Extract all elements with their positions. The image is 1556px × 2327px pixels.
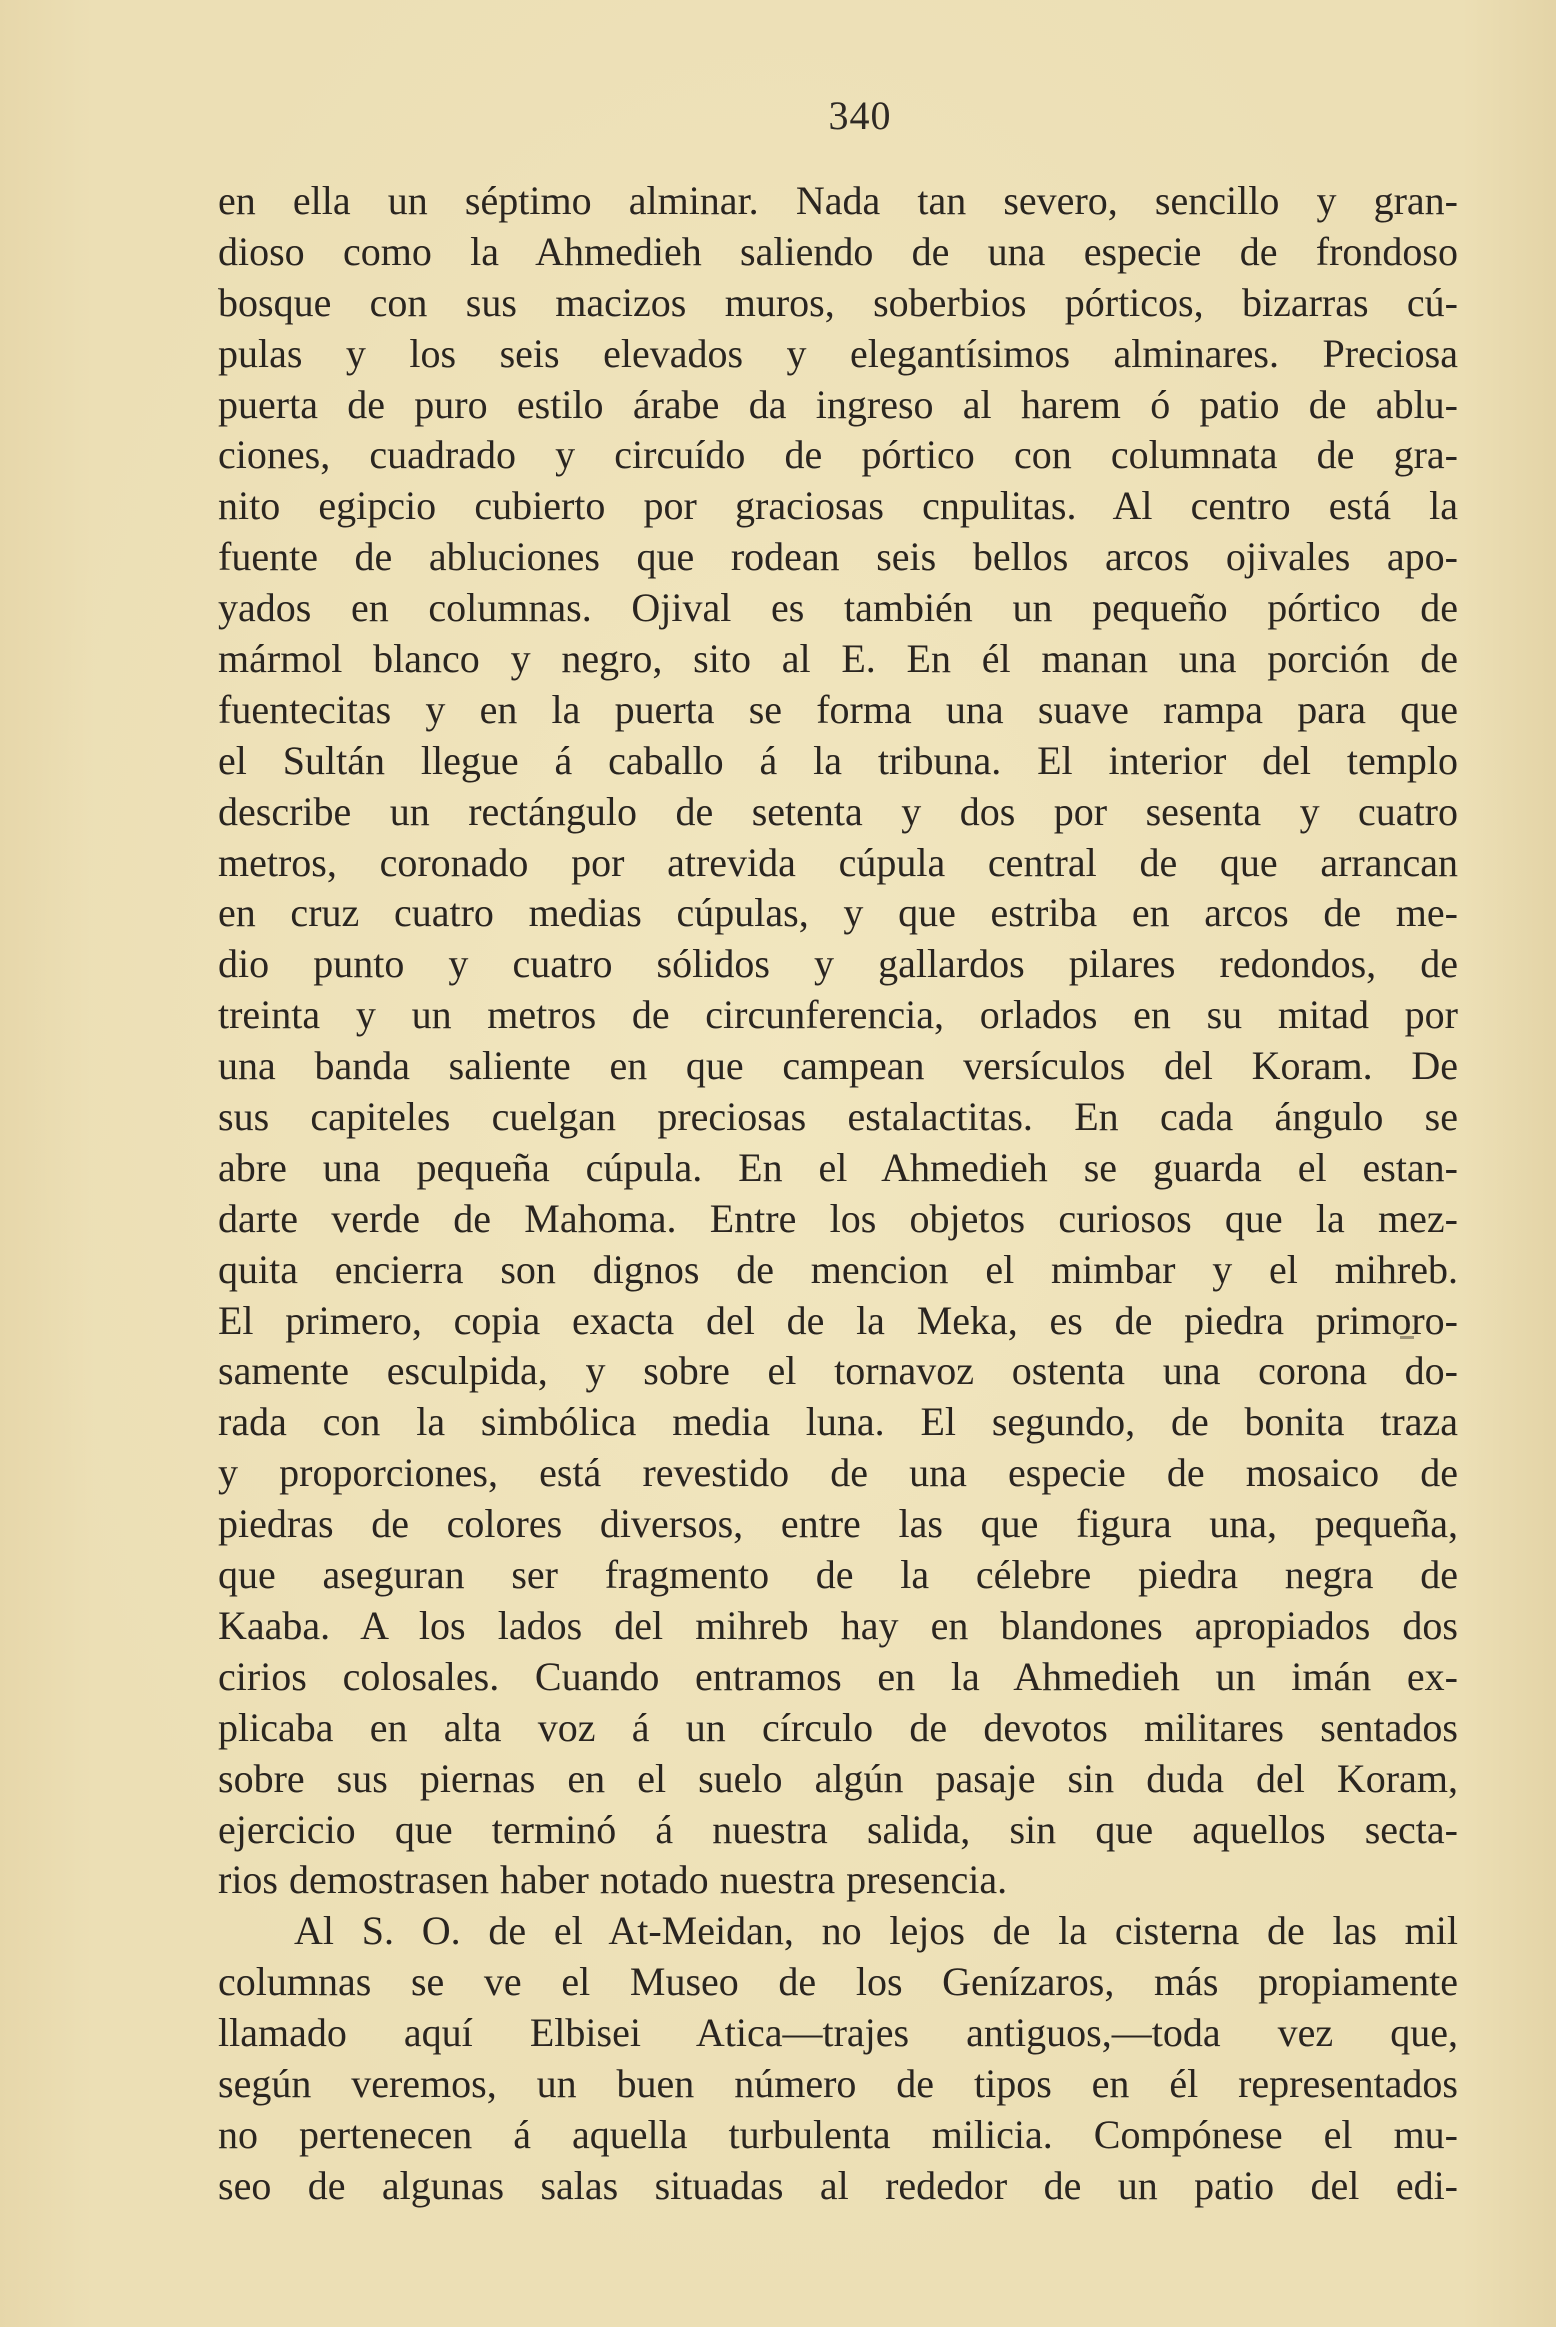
text-line: llamado aquí Elbisei Atica—trajes antiguos,—toda vez que, <box>218 2010 1458 2056</box>
ink-smudge <box>1400 1336 1414 1339</box>
text-line: no pertenecen á aquella turbulenta milicia. Compónese el mu- <box>218 2111 1458 2157</box>
text-line: seo de algunas salas situadas al rededor de un patio del edi- <box>218 2162 1458 2208</box>
text-line: describe un rectángulo de setenta y dos por sesenta y cuatro <box>218 788 1458 834</box>
text-line: puerta de puro estilo árabe da ingreso al harem ó patio de ablu- <box>218 381 1458 427</box>
paragraph-start-line: Al S. O. de el At-Meidan, no lejos de la cisterna de las mil <box>294 1908 1458 1954</box>
text-line: que aseguran ser fragmento de la célebre piedra negra de <box>218 1552 1458 1598</box>
text-line: el Sultán llegue á caballo á la tribuna. El interior del templo <box>218 737 1458 783</box>
text-line: samente esculpida, y sobre el tornavoz ostenta una corona do- <box>218 1348 1458 1394</box>
text-line: abre una pequeña cúpula. En el Ahmedieh se guarda el estan- <box>218 1144 1458 1190</box>
text-line: fuentecitas y en la puerta se forma una suave rampa para que <box>218 686 1458 732</box>
text-line: dio punto y cuatro sólidos y gallardos pilares redondos, de <box>218 941 1458 987</box>
text-line: metros, coronado por atrevida cúpula central de que arrancan <box>218 839 1458 885</box>
text-line: mármol blanco y negro, sito al E. En él manan una porción de <box>218 636 1458 682</box>
text-line: una banda saliente en que campean versículos del Koram. De <box>218 1043 1458 1089</box>
text-line: sobre sus piernas en el suelo algún pasaje sin duda del Koram, <box>218 1755 1458 1801</box>
page-number: 340 <box>828 93 892 138</box>
text-line: dioso como la Ahmedieh saliendo de una especie de frondoso <box>218 228 1458 274</box>
text-line: piedras de colores diversos, entre las que figura una, pequeña, <box>218 1501 1458 1547</box>
text-line: en cruz cuatro medias cúpulas, y que estriba en arcos de me- <box>218 890 1458 936</box>
text-line: sus capiteles cuelgan preciosas estalactitas. En cada ángulo se <box>218 1094 1458 1140</box>
text-line: rada con la simbólica media luna. El segundo, de bonita traza <box>218 1399 1458 1445</box>
paragraph-end-line: rios demostrasen haber notado nuestra presencia. <box>218 1857 1008 1903</box>
text-line: según veremos, un buen número de tipos en él representados <box>218 2060 1458 2106</box>
text-line: columnas se ve el Museo de los Genízaros, más propiamente <box>218 1959 1458 2005</box>
body-text <box>218 176 1458 2212</box>
text-line: pulas y los seis elevados y elegantísimos alminares. Preciosa <box>218 330 1458 376</box>
text-line: y proporciones, está revestido de una especie de mosaico de <box>218 1450 1458 1496</box>
text-line: darte verde de Mahoma. Entre los objetos curiosos que la mez- <box>218 1195 1458 1241</box>
text-line: treinta y un metros de circunferencia, orlados en su mitad por <box>218 992 1458 1038</box>
text-line: yados en columnas. Ojival es también un pequeño pórtico de <box>218 585 1458 631</box>
text-line: nito egipcio cubierto por graciosas cnpulitas. Al centro está la <box>218 483 1458 529</box>
text-line: ejercicio que terminó á nuestra salida, sin que aquellos secta- <box>218 1806 1458 1852</box>
text-line: Kaaba. A los lados del mihreb hay en blandones apropiados dos <box>218 1602 1458 1648</box>
text-line: bosque con sus macizos muros, soberbios pórticos, bizarras cú- <box>218 279 1458 325</box>
text-line: ciones, cuadrado y circuído de pórtico con columnata de gra- <box>218 432 1458 478</box>
text-line: en ella un séptimo alminar. Nada tan severo, sencillo y gran- <box>218 178 1458 223</box>
text-line: cirios colosales. Cuando entramos en la Ahmedieh un imán ex- <box>218 1653 1458 1699</box>
text-line: plicaba en alta voz á un círculo de devotos militares sentados <box>218 1704 1458 1750</box>
text-line: fuente de abluciones que rodean seis bellos arcos ojivales apo- <box>218 534 1458 580</box>
text-line: El primero, copia exacta del de la Meka, es de piedra primoro- <box>218 1297 1458 1343</box>
text-line: quita encierra son dignos de mencion el mimbar y el mihreb. <box>218 1246 1458 1292</box>
